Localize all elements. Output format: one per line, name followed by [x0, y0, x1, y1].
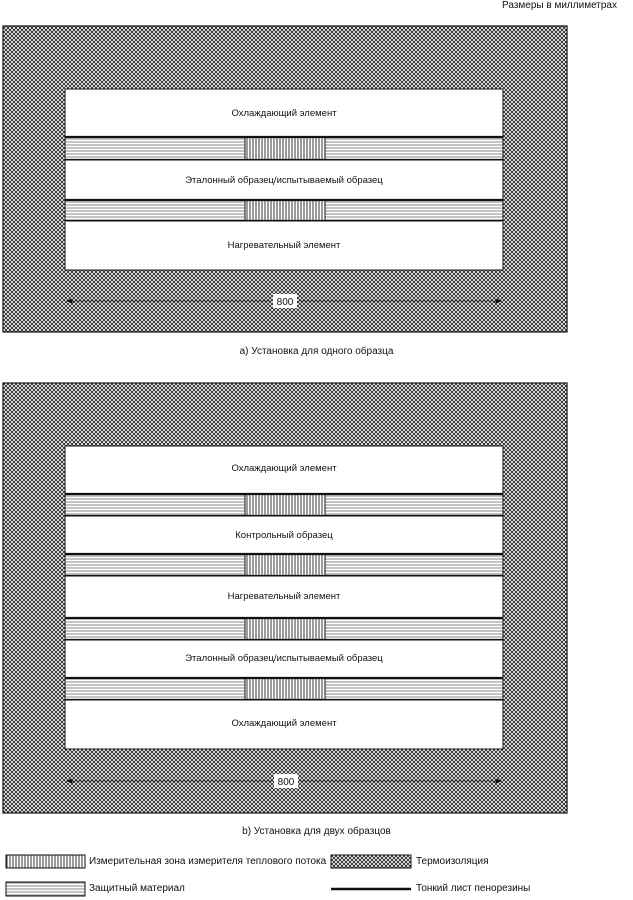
- element-label: Охлаждающий элемент: [231, 108, 337, 119]
- caption-setup-b: b) Установка для двух образцов: [242, 826, 391, 837]
- element-label: Нагревательный элемент: [227, 591, 341, 602]
- element-label: Охлаждающий элемент: [231, 718, 337, 729]
- element-label: Эталонный образец/испытываемый образец: [185, 175, 383, 186]
- setup-b: [3, 383, 567, 813]
- guard-layer-a2: [65, 200, 503, 221]
- legend-measuring-zone-label: Измерительная зона измерителя теплового потока: [89, 856, 327, 867]
- element-label: Нагревательный элемент: [227, 240, 341, 251]
- measuring-zone: [245, 494, 325, 516]
- legend-swatch-guard-material: [6, 882, 85, 896]
- legend-thermal-insulation-label: Термоизоляция: [416, 856, 489, 867]
- guard-layer-a1: [65, 137, 503, 160]
- legend-swatch-thermal-insulation: [331, 855, 411, 868]
- guard-layer-b2: [65, 554, 503, 576]
- measuring-zone: [245, 618, 325, 640]
- dimension-label: 800: [276, 297, 294, 308]
- guard-layer-b1: [65, 494, 503, 516]
- units-note: Размеры в миллиметрах: [502, 0, 617, 11]
- guard-layer-b4: [65, 678, 503, 700]
- element-label: Охлаждающий элемент: [231, 463, 337, 474]
- guard-layer-b3: [65, 618, 503, 640]
- caption-setup-a: a) Установка для одного образца: [239, 346, 394, 357]
- measuring-zone: [245, 678, 325, 700]
- element-label: Эталонный образец/испытываемый образец: [185, 653, 383, 664]
- legend-foam-rubber-label: Тонкий лист пенорезины: [416, 883, 531, 894]
- legend-guard-material-label: Защитный материал: [89, 883, 185, 894]
- measuring-zone: [245, 200, 325, 221]
- setup-a: [3, 26, 567, 332]
- dimension-label: 800: [277, 777, 295, 788]
- measuring-zone: [245, 554, 325, 576]
- measuring-zone: [245, 137, 325, 160]
- legend-swatch-measuring-zone: [6, 855, 85, 868]
- element-label: Контрольный образец: [235, 530, 333, 541]
